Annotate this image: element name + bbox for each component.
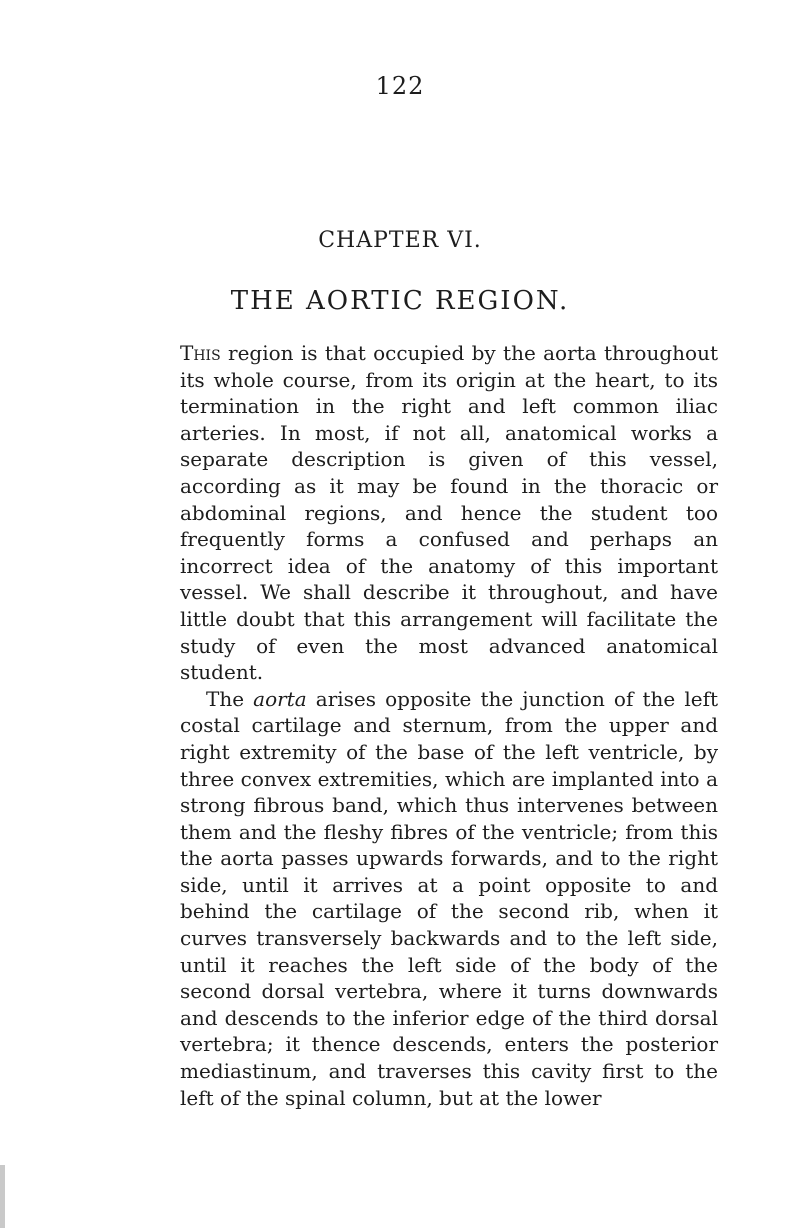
paragraph-2-lead: The bbox=[206, 686, 245, 711]
paragraph-2 bbox=[180, 686, 718, 1112]
paragraph-1 bbox=[180, 340, 718, 686]
paragraph-1-lead: This bbox=[180, 341, 221, 365]
paragraph-1-text: region is that occupied by the aorta throughout its whole course, from its origin at the heart, to its termination in the right and left common iliac arteries. In most, if not all, anatomical works a separate description is given of this vessel, according as it may be found in the thoracic or abdominal regions, and hence the student too frequently forms a confused and perhaps an incorrect idea of the anatomy of this important vessel. We shall describe it throughout, and have little doubt that this arrangement will facilitate the study of even the most advanced anatomical student. bbox=[180, 341, 718, 685]
page-number: 122 bbox=[375, 72, 425, 100]
page-title: THE AORTIC REGION. bbox=[230, 286, 570, 316]
paragraph-2-text: arises opposite the junction of the left costal cartilage and sternum, from the upper and right extremity of the base of the left ventricle, by three convex extremities, which are implanted into a strong fibrous band, which thus intervenes between them and the fleshy fibres of the ventricle; from this the aorta passes upwards forwards, and to the right side, until it arrives at a point opposite to and behind the cartilage of the second rib, when it curves transversely backwards and to the left side, until it reaches the left side of the body of the second dorsal vertebra, where it turns downwards and descends to the inferior edge of the third dorsal vertebra; it thence descends, enters the posterior mediastinum, and traverses this cavity first to the left of the spinal column, but at the lower bbox=[180, 686, 719, 1110]
body-text bbox=[180, 340, 718, 1111]
paragraph-2-emphasis: aorta bbox=[253, 686, 307, 711]
chapter-heading: CHAPTER VI. bbox=[318, 228, 482, 253]
page-edge-shadow bbox=[0, 1165, 5, 1228]
